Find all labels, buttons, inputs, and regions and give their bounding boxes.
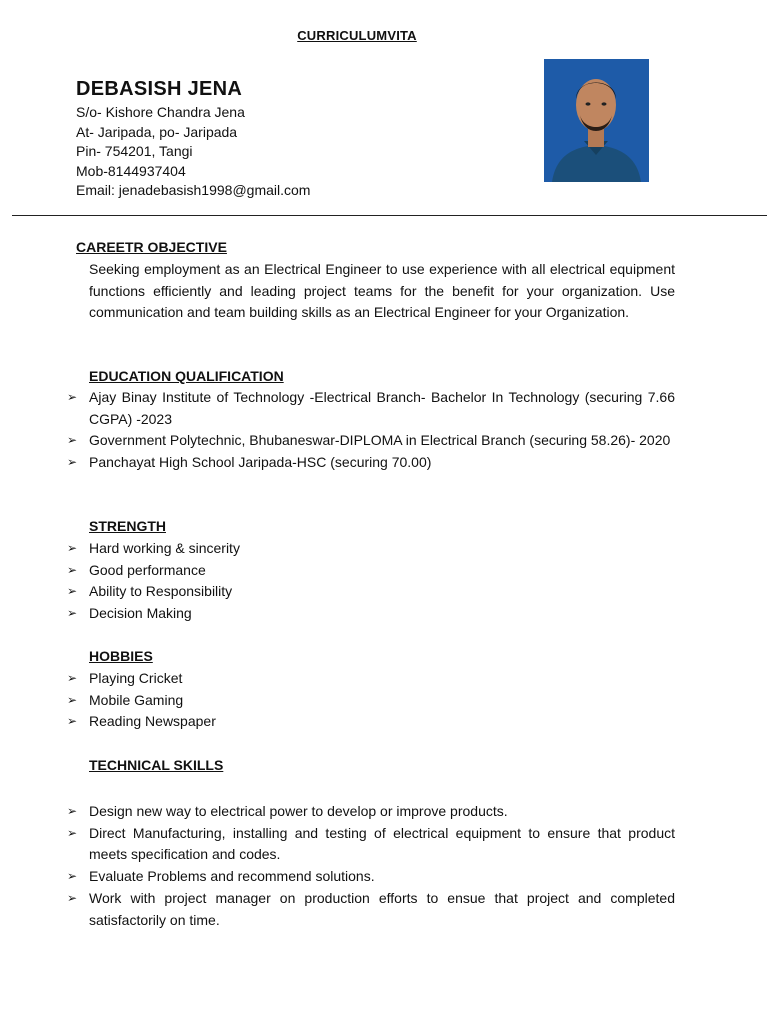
contact-block — [76, 103, 310, 201]
list-item: ➢ Work with project manager on production efforts to ensue that project and completed satisfactorily on time. — [67, 889, 675, 928]
list-item: ➢ Evaluate Problems and recommend solutions. — [0, 866, 675, 888]
contact-mobile: Mob-8144937404 — [76, 162, 186, 179]
list-item: ➢ Panchayat High School Jaripada-HSC (securing 70.00) — [0, 452, 675, 474]
list-item: ➢ Hard working & sincerity — [0, 538, 675, 560]
list-item: ➢ Good performance — [0, 560, 675, 582]
list-item: ➢ Ajay Binay Institute of Technology -Electrical Branch- Bachelor In Technology (securing 7.66 CGPA) -2023 — [67, 389, 675, 427]
list-item: ➢ Decision Making — [0, 603, 675, 625]
arrow-bullet-icon: ➢ — [67, 671, 78, 685]
strength-list — [0, 538, 675, 625]
profile-photo-illustration — [544, 59, 649, 182]
arrow-bullet-icon: ➢ — [67, 455, 78, 470]
skills-heading: TECHNICAL SKILLS — [89, 757, 224, 773]
arrow-bullet-icon: ➢ — [67, 825, 78, 840]
list-item: ➢ Government Polytechnic, Bhubaneswar-DIPLOMA in Electrical Branch (securing 58.26)- 2020 — [0, 430, 675, 452]
arrow-bullet-icon: ➢ — [67, 869, 78, 884]
list-item: ➢ Playing Cricket — [0, 668, 675, 690]
list-item: ➢ Mobile Gaming — [0, 690, 675, 712]
contact-address: At- Jaripada, po- Jaripada — [76, 123, 238, 140]
arrow-bullet-icon: ➢ — [67, 562, 78, 577]
arrow-bullet-icon: ➢ — [67, 890, 78, 905]
candidate-name: DEBASISH JENA — [76, 78, 243, 100]
arrow-bullet-icon: ➢ — [67, 804, 78, 818]
arrow-bullet-icon: ➢ — [67, 714, 78, 729]
arrow-bullet-icon: ➢ — [67, 541, 78, 555]
arrow-bullet-icon: ➢ — [67, 433, 78, 448]
list-item: ➢ Direct Manufacturing, installing and testing of electrical equipment to ensure that product meets specification and codes. — [67, 824, 675, 863]
objective-text: Seeking employment as an Electrical Engineer to use experience with all electrical equipment functions efficiently and leading project teams for the benefit for your organization. Use communication and team building skills as an Electrical Engineer for your Organization. — [89, 261, 675, 321]
document-title: CURRICULUMVITA — [297, 28, 417, 43]
education-heading: EDUCATION QUALIFICATION — [89, 368, 284, 384]
hobbies-heading: HOBBIES — [89, 648, 153, 664]
arrow-bullet-icon: ➢ — [67, 692, 78, 707]
education-list — [0, 387, 675, 474]
skills-list — [0, 801, 675, 931]
list-item: ➢ Reading Newspaper — [0, 711, 675, 733]
contact-pin: Pin- 754201, Tangi — [76, 143, 193, 160]
profile-photo — [544, 59, 649, 182]
arrow-bullet-icon: ➢ — [67, 390, 78, 404]
list-item: ➢ Ability to Responsibility — [0, 581, 675, 603]
objective-heading: CAREETR OBJECTIVE — [76, 239, 227, 255]
header-divider — [12, 215, 767, 216]
arrow-bullet-icon: ➢ — [67, 606, 78, 621]
strength-heading: STRENGTH — [89, 518, 166, 534]
arrow-bullet-icon: ➢ — [67, 584, 78, 599]
contact-father: S/o- Kishore Chandra Jena — [76, 104, 245, 120]
contact-email: Email: jenadebasish1998@gmail.com — [76, 182, 311, 199]
list-item: ➢ Design new way to electrical power to develop or improve products. — [0, 801, 675, 823]
hobbies-list — [0, 668, 675, 733]
